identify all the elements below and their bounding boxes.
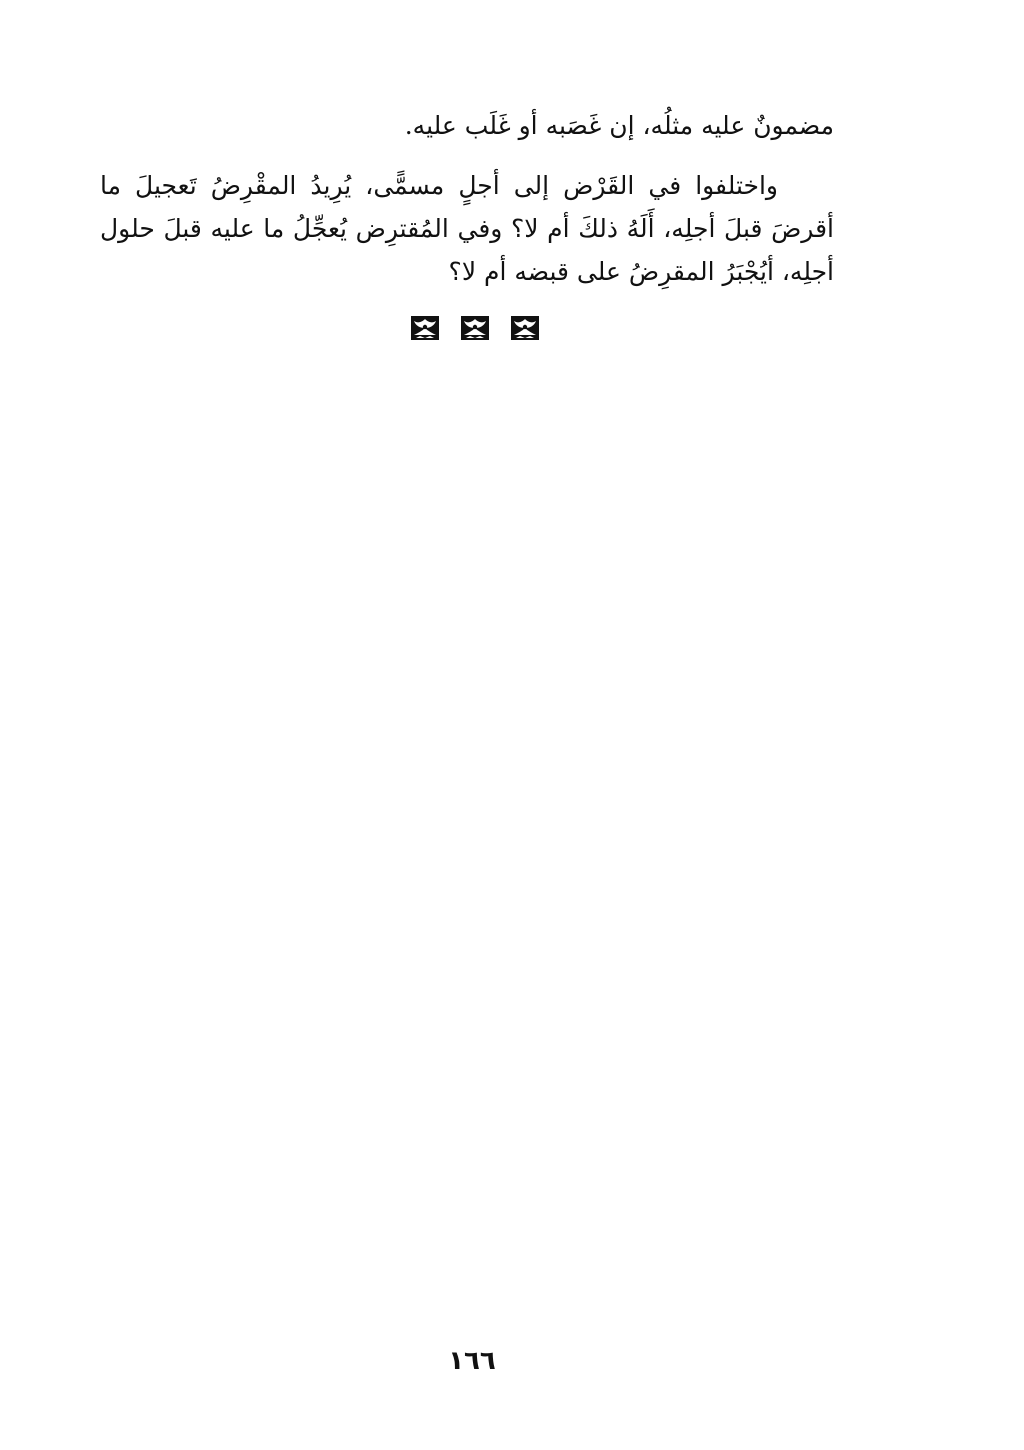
paragraph-loan-question: واختلفوا في القَرْض إلى أجلٍ مسمًّى، يُرِيدُ المقْرِضُ تَعجيلَ ما أقرضَ قبلَ أجلِه، أَلَهُ ذلكَ أم لا؟ وفي المُقترِض يُعجِّلُ ما عليه قبلَ حلول أجلِه، أيُجْبَرُ المقرِضُ على قبضه أم لا؟ (100, 171, 834, 286)
ornament-icon (510, 314, 540, 342)
ornament-icon (410, 314, 440, 342)
section-divider-ornaments (410, 312, 540, 344)
text-line-continuation: مضمونٌ عليه مثلُه، إن غَصَبه أو غَلَب عليه. (404, 111, 834, 140)
ornament-icon (460, 314, 490, 342)
page-number: ١٦٦ (448, 1346, 496, 1376)
